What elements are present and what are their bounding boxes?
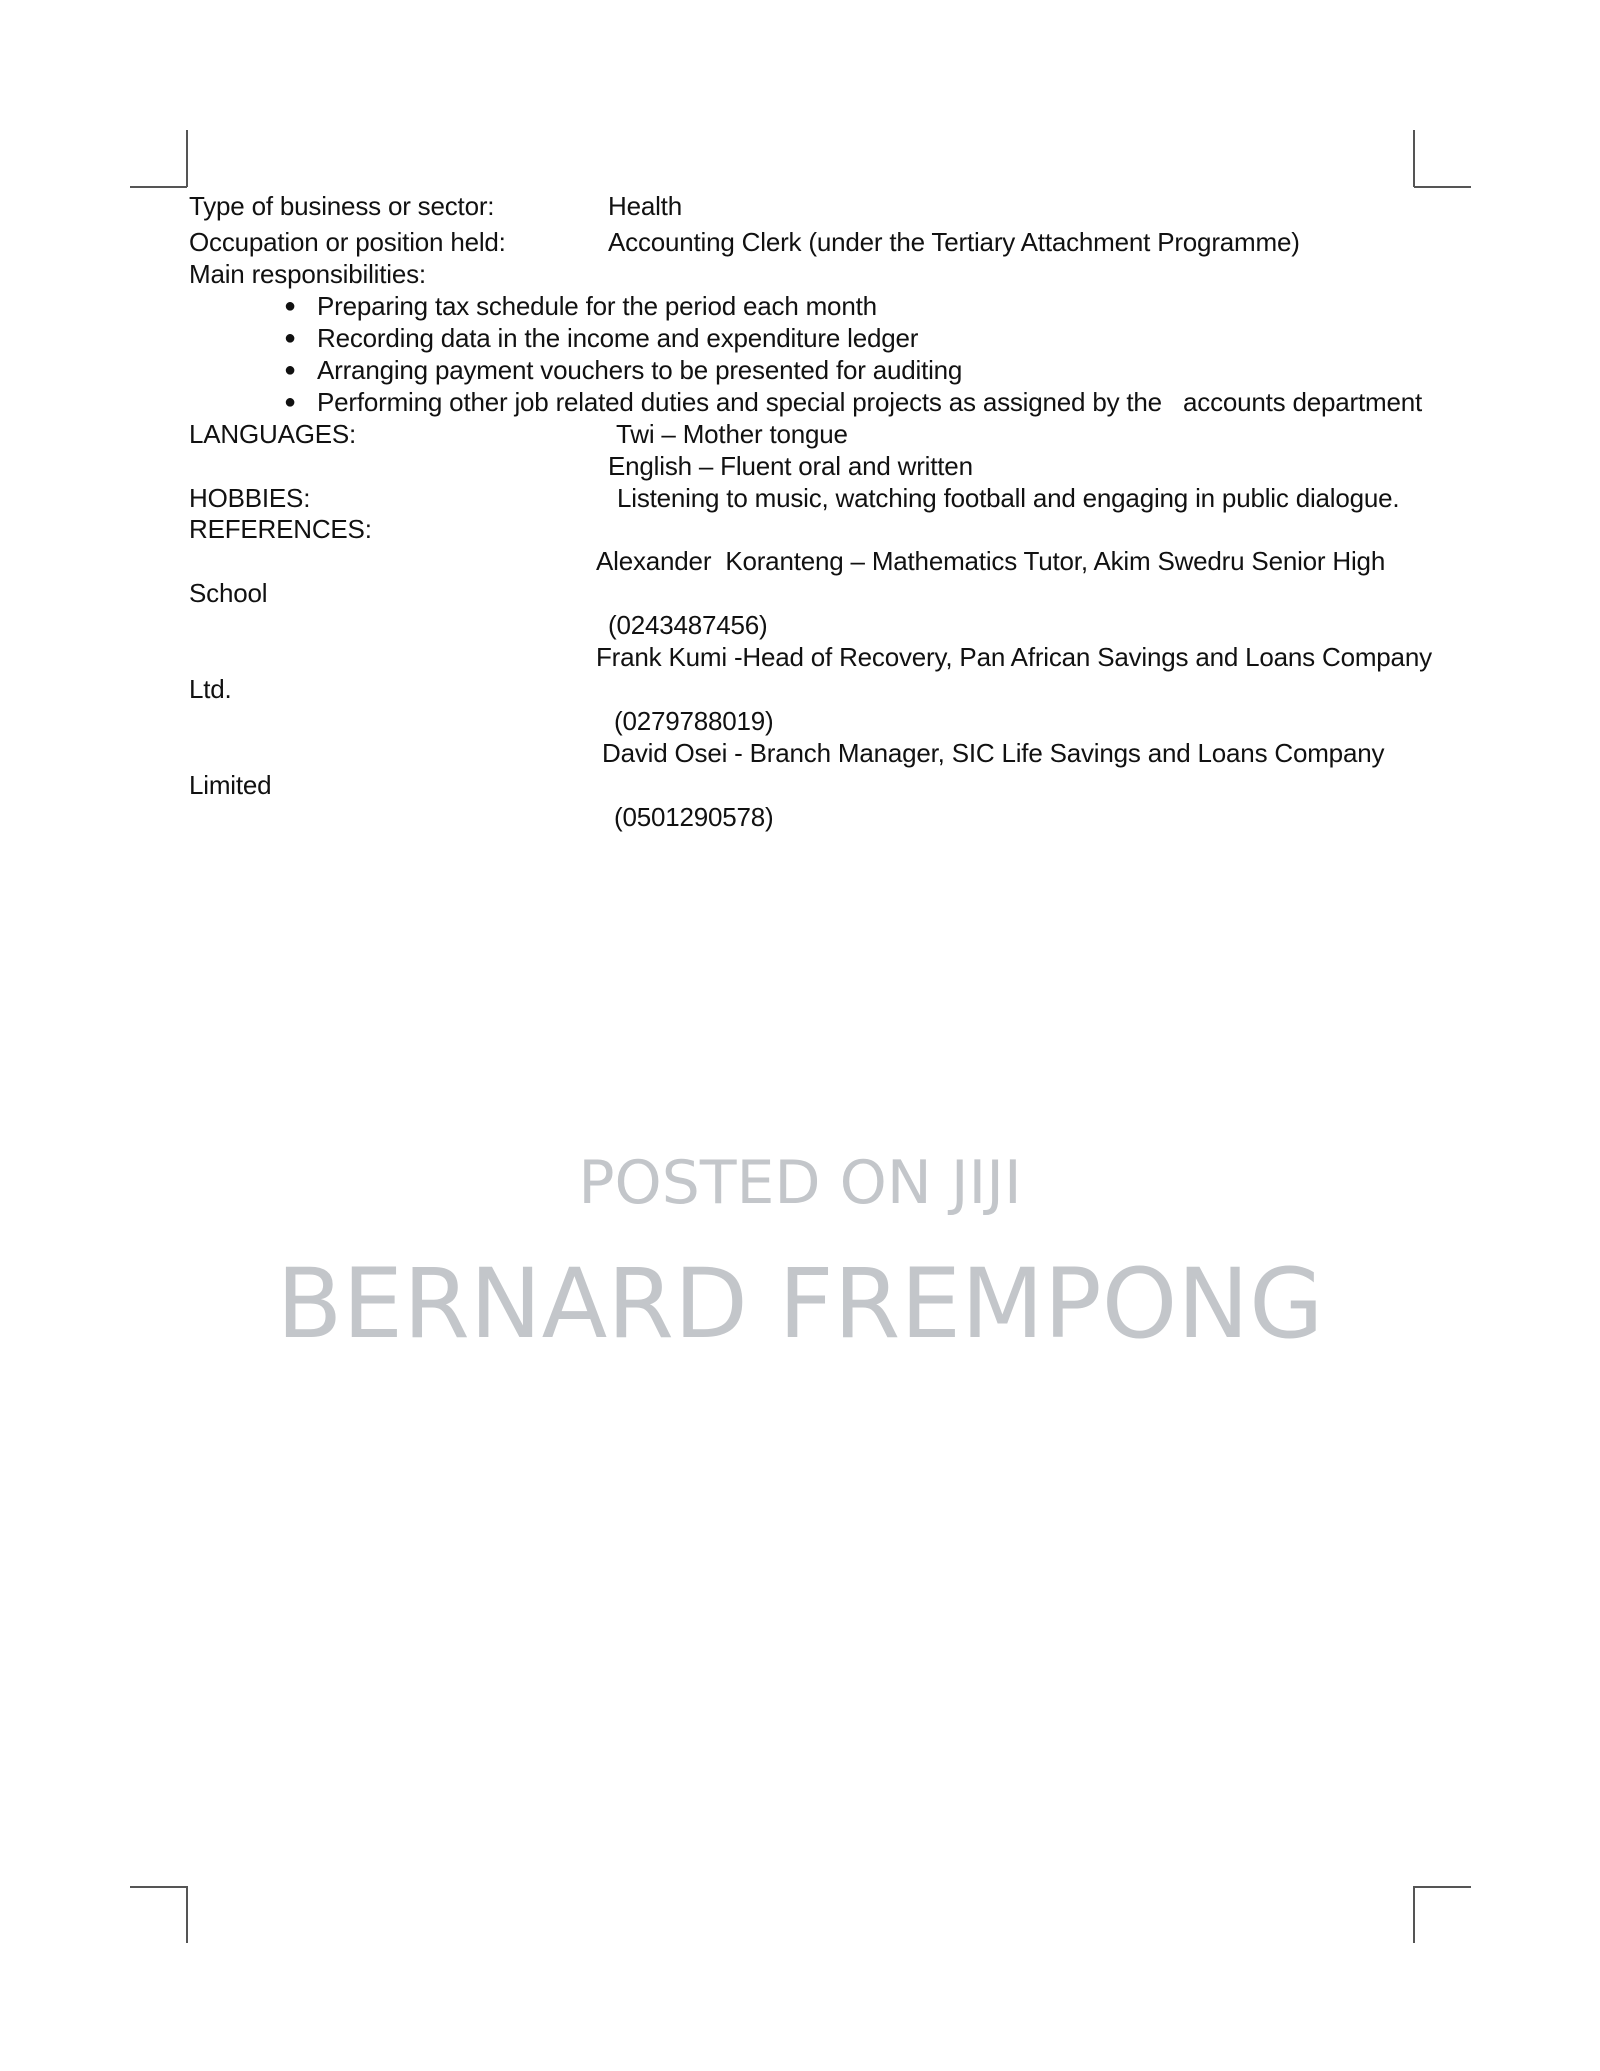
occupation-value: Accounting Clerk (under the Tertiary Attachment Programme) xyxy=(608,227,1300,257)
reference-phone: (0501290578) xyxy=(614,802,774,832)
bullet-icon: ● xyxy=(284,327,297,349)
watermark-line-1: POSTED ON JIJI xyxy=(578,1148,1022,1218)
list-item-text: Performing other job related duties and special projects as assigned by the accounts department xyxy=(317,387,1423,417)
sector-label: Type of business or sector: xyxy=(189,191,495,221)
crop-mark-bottom-left-vertical xyxy=(186,1886,188,1943)
list-item-text: Recording data in the income and expenditure ledger xyxy=(317,323,919,353)
reference-wrap: School xyxy=(189,578,268,608)
crop-mark-bottom-right-vertical xyxy=(1413,1886,1415,1943)
crop-mark-top-left-vertical xyxy=(186,130,188,187)
reference-name: David Osei - Branch Manager, SIC Life Savings and Loans Company xyxy=(602,738,1385,768)
languages-label: LANGUAGES: xyxy=(189,419,357,449)
watermark-line-2: BERNARD FREMPONG xyxy=(276,1248,1324,1360)
crop-mark-bottom-right-horizontal xyxy=(1414,1886,1471,1888)
sector-value: Health xyxy=(608,191,682,221)
language-item: Twi – Mother tongue xyxy=(616,419,848,449)
list-item-text: Arranging payment vouchers to be presented for auditing xyxy=(317,355,963,385)
reference-phone: (0243487456) xyxy=(608,610,768,640)
language-item: English – Fluent oral and written xyxy=(608,451,973,481)
occupation-label: Occupation or position held: xyxy=(189,227,506,257)
reference-wrap: Limited xyxy=(189,770,272,800)
reference-name: Frank Kumi -Head of Recovery, Pan African Savings and Loans Company xyxy=(596,642,1432,672)
responsibilities-label: Main responsibilities: xyxy=(189,259,426,289)
reference-name: Alexander Koranteng – Mathematics Tutor, Akim Swedru Senior High xyxy=(596,546,1386,576)
references-label: REFERENCES: xyxy=(189,514,372,544)
hobbies-value: Listening to music, watching football and engaging in public dialogue. xyxy=(617,483,1400,513)
crop-mark-top-right-horizontal xyxy=(1414,186,1471,188)
hobbies-label: HOBBIES: xyxy=(189,483,311,513)
bullet-icon: ● xyxy=(284,295,297,317)
crop-mark-bottom-left-horizontal xyxy=(130,1886,187,1888)
list-item-text: Preparing tax schedule for the period each month xyxy=(317,291,877,321)
bullet-icon: ● xyxy=(284,391,297,413)
bullet-icon: ● xyxy=(284,359,297,381)
crop-mark-top-left-horizontal xyxy=(130,186,187,188)
reference-wrap: Ltd. xyxy=(189,674,232,704)
reference-phone: (0279788019) xyxy=(614,706,774,736)
crop-mark-top-right-vertical xyxy=(1413,130,1415,187)
